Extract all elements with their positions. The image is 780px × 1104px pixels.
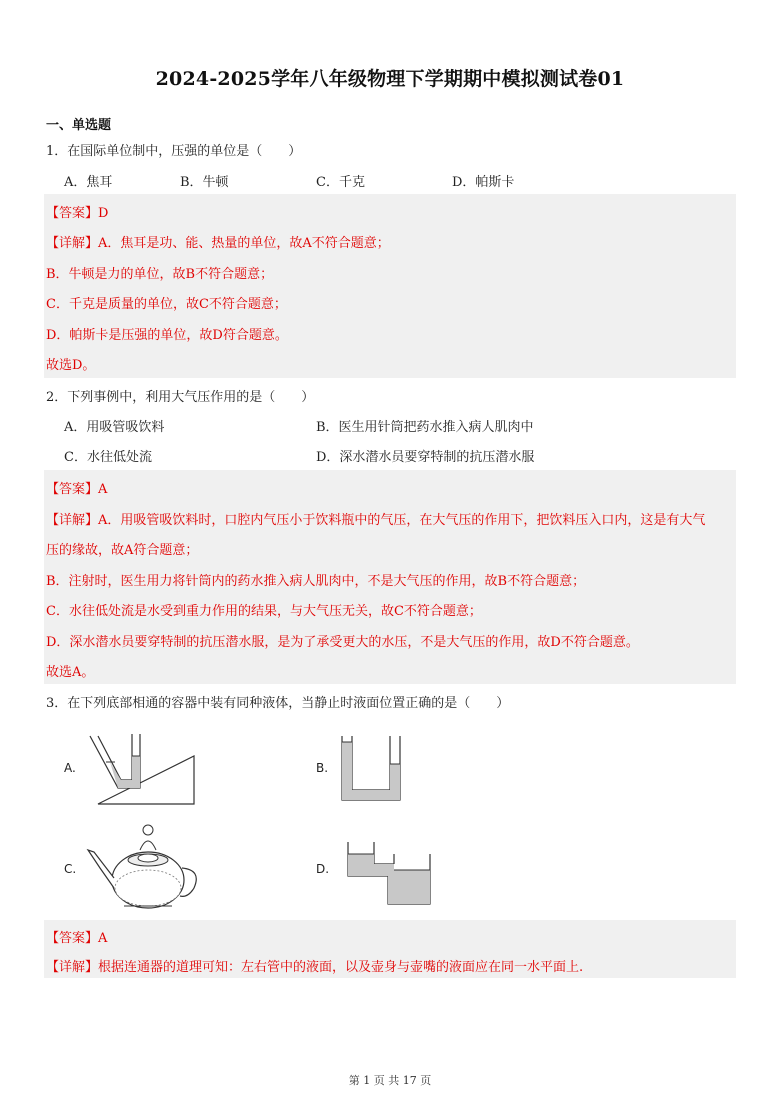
q1-option-d: D．帕斯卡 [452, 175, 515, 190]
q1-explanation-line: 故选D。 [46, 358, 96, 373]
q1-explanation-line: 【详解】A．焦耳是功、能、热量的单位，故A不符合题意； [46, 236, 390, 251]
question-3-stem: 3．在下列底部相通的容器中装有同种液体，当静止时液面位置正确的是（ ） [46, 696, 510, 711]
question-1-stem: 1．在国际单位制中，压强的单位是（ ） [46, 144, 302, 159]
figure-d-connected-containers [344, 840, 436, 908]
q1-answer-box [44, 194, 736, 378]
q2-explanation-line: 【详解】A．用吸管吸饮料时，口腔内气压小于饮料瓶中的气压，在大气压的作用下，把饮料压入口内，这是有大气 [46, 513, 706, 528]
section-title: 一、单选题 [46, 118, 112, 133]
q2-option-a: A．用吸管吸饮料 [64, 420, 165, 435]
figure-b-u-tube [338, 734, 404, 804]
q1-answer: 【答案】D [46, 206, 109, 221]
q1-option-a: A．焦耳 [64, 175, 113, 190]
q3-option-b-label: B. [316, 761, 329, 775]
q2-explanation-line: C．水往低处流是水受到重力作用的结果，与大气压无关，故C不符合题意； [46, 604, 482, 619]
q3-option-d-label: D. [316, 862, 330, 876]
q1-explanation-line: C．千克是质量的单位，故C不符合题意； [46, 297, 287, 312]
q1-explanation-line: D．帕斯卡是压强的单位，故D符合题意。 [46, 328, 288, 343]
q2-option-b: B．医生用针筒把药水推入病人肌肉中 [316, 420, 534, 435]
q2-explanation-line: 故选A。 [46, 665, 95, 680]
figure-c-teapot [84, 822, 204, 914]
q3-option-c-label: C. [64, 862, 77, 876]
q3-option-a-label: A. [64, 761, 76, 775]
question-2-stem: 2．下列事例中，利用大气压作用的是（ ） [46, 390, 315, 405]
page-footer: 第 1 页 共 17 页 [348, 1074, 432, 1087]
q1-option-b: B．牛顿 [180, 175, 229, 190]
figure-a-inclined-tube [84, 732, 204, 808]
q2-explanation-line: D．深水潜水员要穿特制的抗压潜水服，是为了承受更大的水压，不是大气压的作用，故D不符合题意。 [46, 635, 639, 650]
page-title: 2024-2025学年八年级物理下学期期中模拟测试卷01 [155, 68, 625, 90]
q2-option-d: D．深水潜水员要穿特制的抗压潜水服 [316, 450, 535, 465]
q2-explanation-line: B．注射时，医生用力将针筒内的药水推入病人肌肉中，不是大气压的作用，故B不符合题意； [46, 574, 586, 589]
q2-option-c: C．水往低处流 [64, 450, 152, 465]
q1-explanation-line: B．牛顿是力的单位，故B不符合题意； [46, 267, 274, 282]
q3-answer: 【答案】A [46, 931, 108, 946]
q2-answer: 【答案】A [46, 482, 108, 497]
q1-option-c: C．千克 [316, 175, 365, 190]
q3-explanation-line: 【详解】根据连通器的道理可知：左右管中的液面，以及壶身与壶嘴的液面应在同一水平面上. [46, 960, 584, 975]
q2-explanation-line: 压的缘故，故A符合题意； [46, 543, 199, 558]
